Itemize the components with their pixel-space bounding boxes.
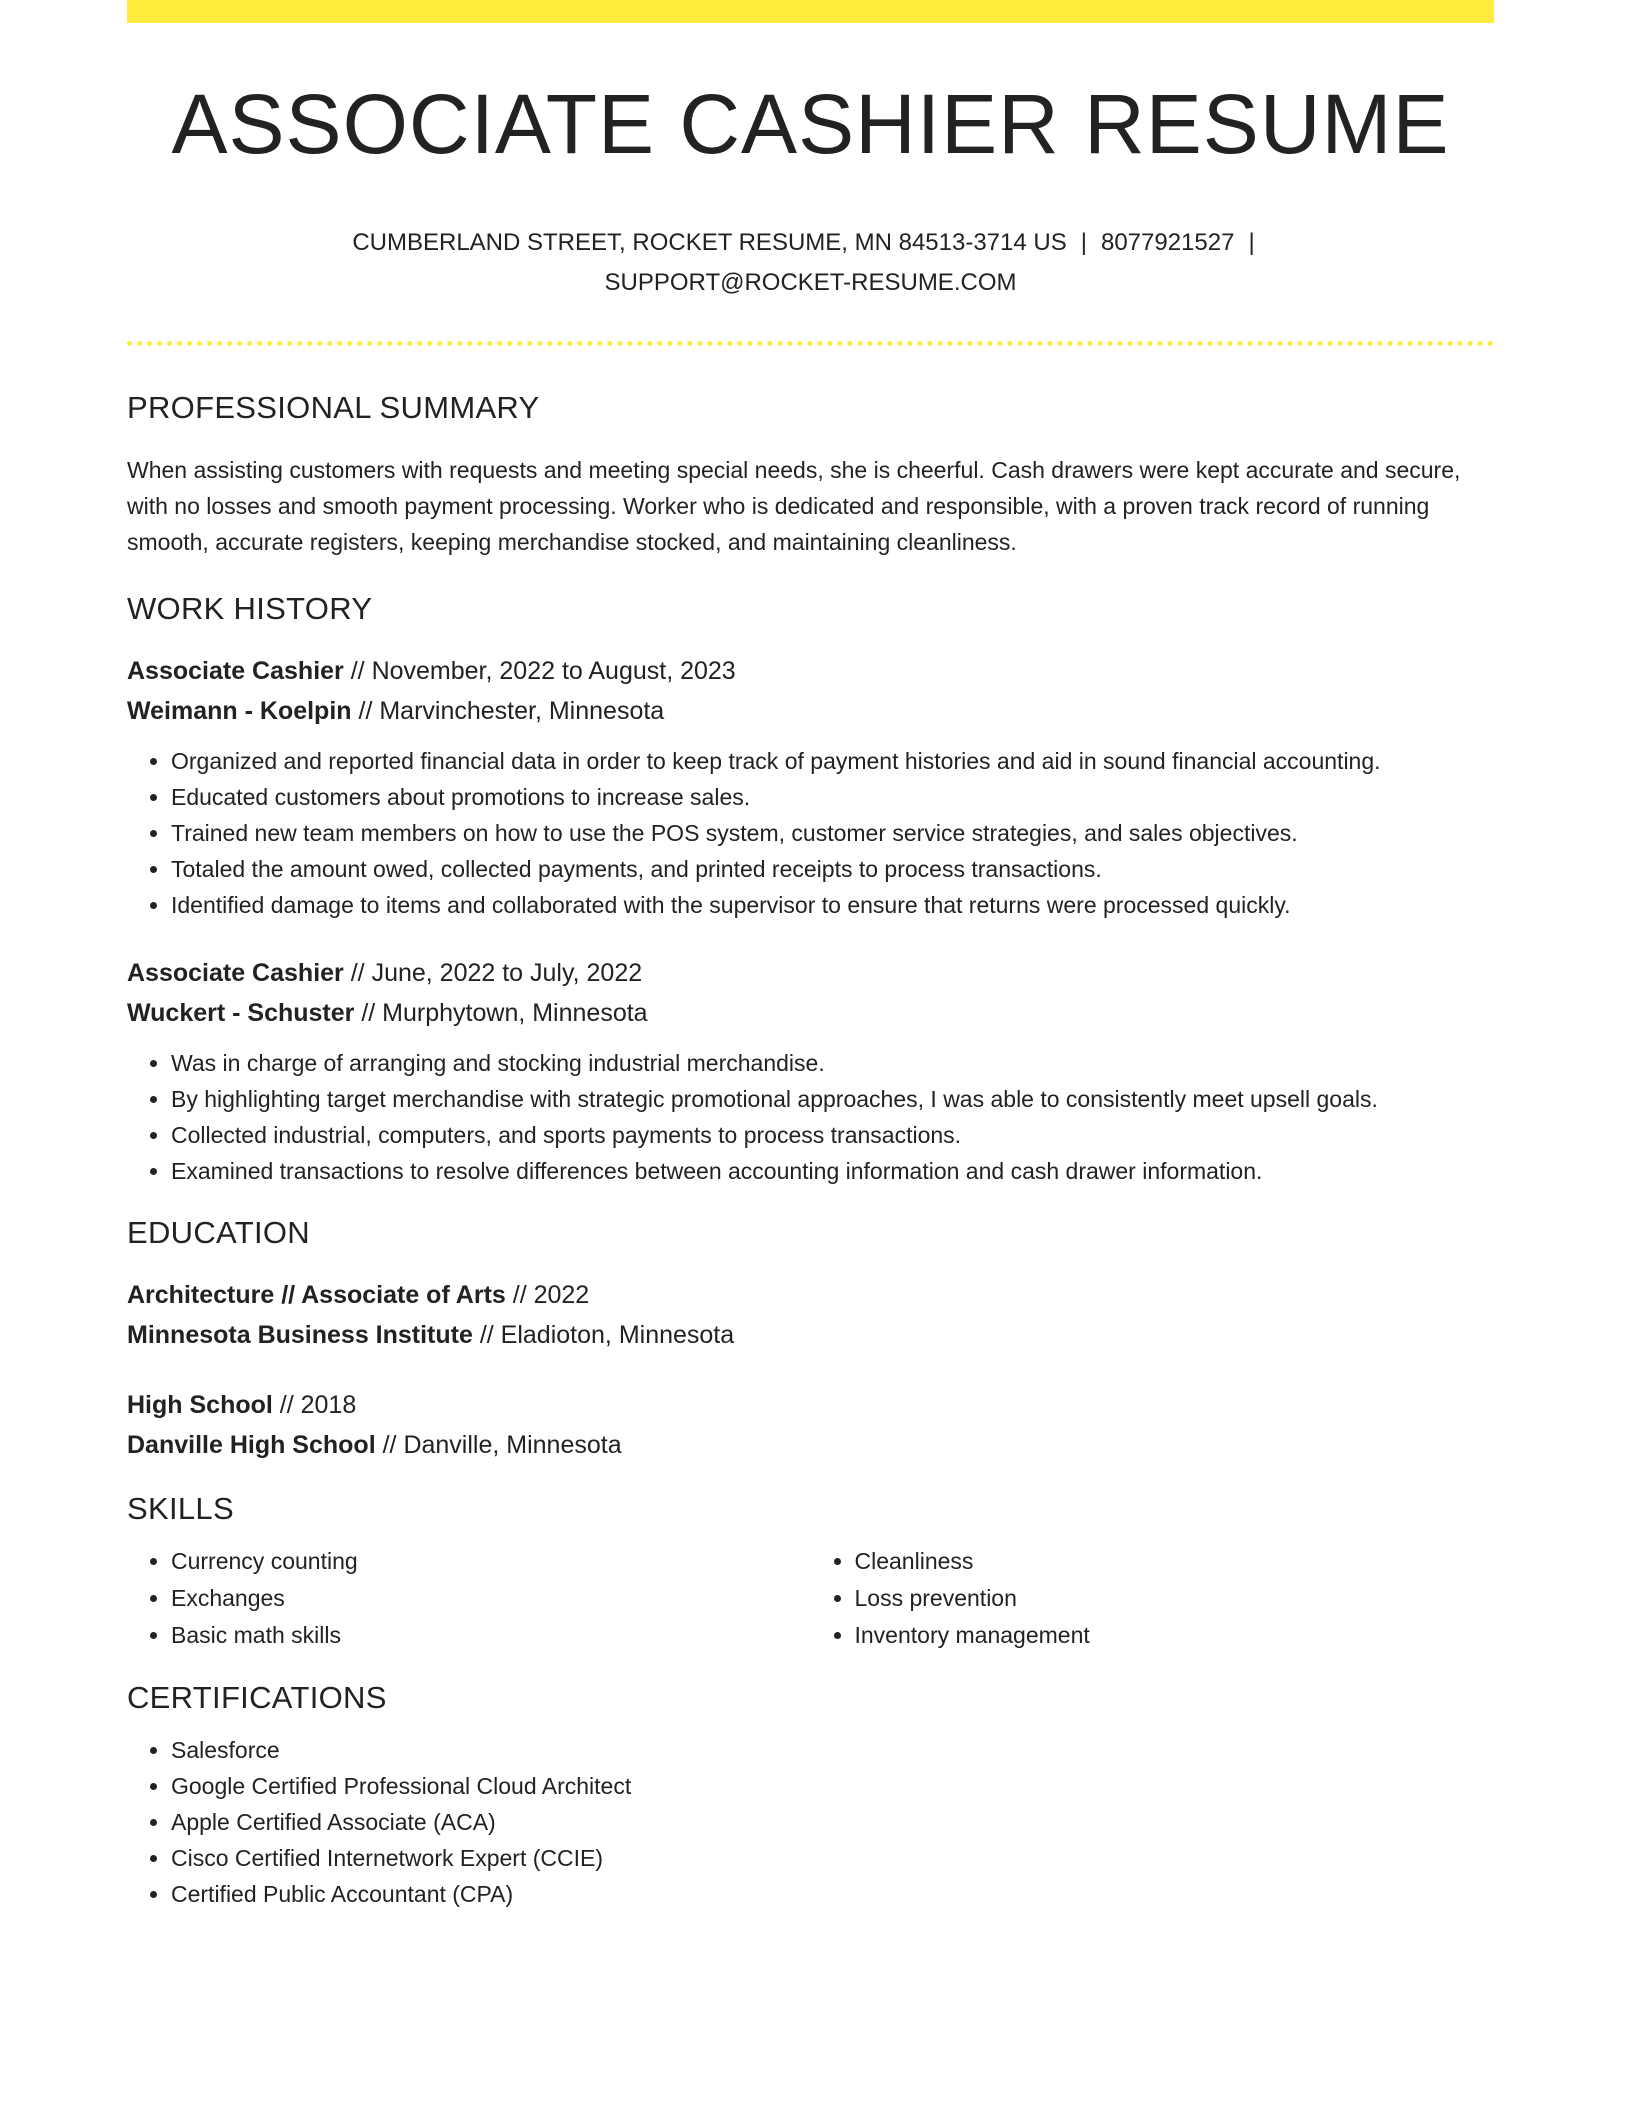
certification-item: • Google Certified Professional Cloud Architect: [171, 1768, 1494, 1804]
skills-list: [127, 1543, 811, 1654]
job-bullet: • Identified damage to items and collaborated with the supervisor to ensure that returns were processed quickly.: [171, 887, 1494, 923]
job-bullet: • Examined transactions to resolve differences between accounting information and cash drawer information.: [171, 1153, 1494, 1189]
education-heading: EDUCATION: [127, 1215, 310, 1250]
skill-item: • Basic math skills: [171, 1617, 811, 1654]
job-bullet: • Totaled the amount owed, collected payments, and printed receipts to process transactions.: [171, 851, 1494, 887]
job-title: Associate Cashier: [127, 959, 344, 987]
summary-heading: PROFESSIONAL SUMMARY: [127, 390, 540, 425]
education-school-line: [127, 1425, 1494, 1465]
skill-item: • Inventory management: [855, 1617, 1495, 1654]
job-bullet: • By highlighting target merchandise with strategic promotional approaches, I was able to consistently meet upsell goals.: [171, 1081, 1494, 1117]
job-title: Associate Cashier: [127, 657, 344, 685]
job-bullet: • Educated customers about promotions to increase sales.: [171, 779, 1494, 815]
education-degree-line: [127, 1385, 1494, 1425]
resume-content: [127, 0, 1494, 1912]
job-location: // Marvinchester, Minnesota: [351, 697, 665, 725]
job-entry: [127, 651, 1494, 923]
job-bullet: • Collected industrial, computers, and sports payments to process transactions.: [171, 1117, 1494, 1153]
job-bullet: • Organized and reported financial data in order to keep track of payment histories and aid in sound financial accounting.: [171, 743, 1494, 779]
education-school: Danville High School: [127, 1431, 376, 1459]
skills-heading: SKILLS: [127, 1491, 234, 1526]
contact-separator: |: [1248, 229, 1255, 256]
education-entry: [127, 1385, 1494, 1465]
job-bullets: [127, 743, 1494, 923]
contact-line-2: [127, 263, 1494, 303]
job-bullets: [127, 1045, 1494, 1189]
job-title-line: [127, 651, 1494, 691]
certification-item: • Cisco Certified Internetwork Expert (CCIE): [171, 1840, 1494, 1876]
education-location: // Danville, Minnesota: [375, 1431, 622, 1459]
education-school: Minnesota Business Institute: [127, 1321, 473, 1349]
accent-top-bar: [127, 0, 1494, 23]
education-degree: Architecture // Associate of Arts: [127, 1281, 506, 1309]
contact-line-1: [127, 223, 1494, 263]
contact-info: [127, 223, 1494, 303]
contact-phone: 8077921527: [1100, 229, 1235, 256]
dotted-divider: [127, 341, 1494, 346]
education-location: // Eladioton, Minnesota: [472, 1321, 735, 1349]
skill-item: • Loss prevention: [855, 1580, 1495, 1617]
job-company: Wuckert - Schuster: [127, 999, 355, 1027]
contact-separator: |: [1080, 229, 1087, 256]
certifications-list: [127, 1732, 1494, 1912]
skill-item: • Cleanliness: [855, 1543, 1495, 1580]
contact-address: CUMBERLAND STREET, ROCKET RESUME, MN 84513-3714 US: [352, 229, 1067, 256]
education-school-line: [127, 1315, 1494, 1355]
job-company-line: [127, 993, 1494, 1033]
education-degree-line: [127, 1275, 1494, 1315]
job-location: // Murphytown, Minnesota: [354, 999, 648, 1027]
education-degree: High School: [127, 1391, 273, 1419]
education-year: // 2018: [272, 1391, 357, 1419]
contact-email: SUPPORT@ROCKET-RESUME.COM: [604, 269, 1017, 296]
skills-list: [811, 1543, 1495, 1654]
certification-item: • Salesforce: [171, 1732, 1494, 1768]
job-entry: [127, 953, 1494, 1189]
education-year: // 2022: [505, 1281, 590, 1309]
skills-grid: [127, 1543, 1494, 1654]
skill-item: • Currency counting: [171, 1543, 811, 1580]
job-title-line: [127, 953, 1494, 993]
education-entry: [127, 1275, 1494, 1355]
job-company: Weimann - Koelpin: [127, 697, 352, 725]
job-dates: // June, 2022 to July, 2022: [343, 959, 643, 987]
certifications-heading: CERTIFICATIONS: [127, 1680, 387, 1715]
skill-item: • Exchanges: [171, 1580, 811, 1617]
resume-title: ASSOCIATE CASHIER RESUME: [171, 77, 1450, 171]
job-company-line: [127, 691, 1494, 731]
job-bullet: • Trained new team members on how to use the POS system, customer service strategies, and sales objectives.: [171, 815, 1494, 851]
job-bullet: • Was in charge of arranging and stocking industrial merchandise.: [171, 1045, 1494, 1081]
work-history-heading: WORK HISTORY: [127, 591, 373, 626]
job-dates: // November, 2022 to August, 2023: [343, 657, 736, 685]
skills-column-right: [811, 1543, 1495, 1654]
certification-item: • Certified Public Accountant (CPA): [171, 1876, 1494, 1912]
skills-column-left: [127, 1543, 811, 1654]
summary-text: When assisting customers with requests and meeting special needs, she is cheerful. Cash drawers were kept accurate and secure, with no losses and smooth payment processing. Worker who is dedicated and responsible, with a proven track record of running smooth, accurate registers, keeping merchandise stocked, and maintaining cleanliness.: [127, 457, 1461, 555]
certification-item: • Apple Certified Associate (ACA): [171, 1804, 1494, 1840]
